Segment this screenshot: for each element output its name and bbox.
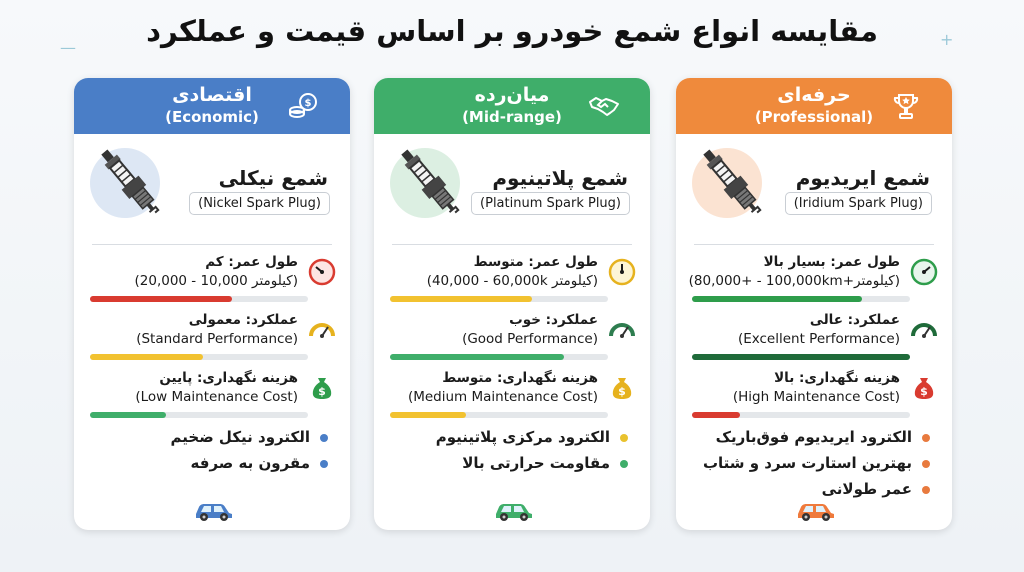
metric-bar-fill (390, 296, 532, 302)
metric-bar-fill (692, 412, 740, 418)
metric-label-en: (Standard Performance) (136, 331, 298, 347)
money-bag-icon (910, 374, 938, 402)
metric-bar-fill (692, 354, 910, 360)
speedometer-icon (910, 316, 938, 344)
metric-bar-fill (390, 354, 564, 360)
yellow-gauge-icon (608, 258, 636, 286)
speedometer-icon (308, 316, 336, 344)
card-title-en: (Mid-range) (462, 108, 562, 126)
metric-row (388, 312, 636, 364)
bullet-dot (320, 460, 328, 468)
metric-label-en: (40,000 - 60,000k کیلومتر) (426, 273, 598, 289)
metric-label-en: (High Maintenance Cost) (732, 389, 900, 405)
metric-label-en: (Medium Maintenance Cost) (407, 389, 598, 405)
metric-row (690, 312, 938, 364)
metric-row (88, 370, 336, 422)
money-bag-icon (608, 374, 636, 402)
decorative-dash: — (60, 38, 76, 57)
bullet-dot (320, 434, 328, 442)
bullet-dot (620, 434, 628, 442)
metric-bar-track (390, 296, 608, 302)
svg-text:$: $ (304, 98, 312, 109)
feature-item: الکترود مرکزی پلاتینیوم (435, 428, 610, 446)
car-icon (492, 498, 536, 522)
metric-row (88, 312, 336, 364)
metric-row (388, 254, 636, 306)
card-header (374, 78, 650, 134)
speedometer-icon (608, 316, 636, 344)
metric-label-en: (Excellent Performance) (737, 331, 900, 347)
metric-label-fa: هزینه نگهداری: متوسط (442, 370, 598, 386)
metric-label-fa: عملکرد: خوب (509, 312, 598, 328)
metric-label-en: (Good Performance) (462, 331, 598, 347)
red-gauge-icon (308, 258, 336, 286)
card-header (676, 78, 952, 134)
metric-label-fa: هزینه نگهداری: پایین (159, 370, 298, 386)
svg-text:$: $ (318, 385, 326, 398)
metric-row (88, 254, 336, 306)
feature-item: الکترود ایریدیوم فوق‌باریک (715, 428, 912, 446)
plug-name-en: (Iridium Spark Plug) (785, 192, 932, 215)
svg-text:$: $ (920, 385, 928, 398)
metric-bar-track (90, 296, 308, 302)
feature-item: مقاومت حرارتی بالا (462, 454, 610, 472)
card-title-fa: اقتصادی (172, 84, 252, 106)
card-title-fa: حرفه‌ای (777, 84, 851, 106)
card-title-en: (Professional) (754, 108, 874, 126)
divider (92, 244, 332, 245)
metric-bar-track (692, 412, 910, 418)
trophy-icon (890, 90, 922, 122)
bullet-dot (922, 486, 930, 494)
card-title-en: (Economic) (165, 108, 259, 126)
car-icon (794, 498, 838, 522)
card-header (74, 78, 350, 134)
divider (392, 244, 632, 245)
metric-label-fa: هزینه نگهداری: بالا (774, 370, 900, 386)
green-gauge-icon (910, 258, 938, 286)
divider (694, 244, 934, 245)
metric-label-fa: عملکرد: عالی (809, 312, 900, 328)
metric-label-fa: طول عمر: کم (205, 254, 298, 270)
metric-bar-fill (390, 412, 466, 418)
metric-bar-track (390, 412, 608, 418)
metric-label-fa: طول عمر: متوسط (473, 254, 598, 270)
feature-item: عمر طولانی (821, 480, 912, 498)
bullet-dot (922, 434, 930, 442)
metric-label-en: (Low Maintenance Cost) (135, 389, 298, 405)
spark-plug-icon (692, 142, 776, 228)
bullet-dot (620, 460, 628, 468)
money-bag-icon (308, 374, 336, 402)
plug-name-fa: شمع نیکلی (218, 166, 328, 190)
feature-item: الکترود نیکل ضخیم (170, 428, 310, 446)
plug-name-fa: شمع ایریدیوم (795, 166, 930, 190)
metric-bar-fill (90, 412, 166, 418)
plug-name-en: (Nickel Spark Plug) (189, 192, 330, 215)
metric-bar-track (90, 412, 308, 418)
metric-row (690, 370, 938, 422)
metric-bar-fill (90, 296, 232, 302)
svg-text:$: $ (618, 385, 626, 398)
metric-label-fa: عملکرد: معمولی (188, 312, 298, 328)
card-economic (74, 78, 350, 530)
decorative-plus: + (940, 30, 954, 49)
spark-plug-icon (390, 142, 474, 228)
metric-label-en: (80,000+ - 100,000km+کیلومتر) (688, 273, 900, 289)
plug-name-fa: شمع پلاتینیوم (492, 166, 628, 190)
metric-bar-track (692, 354, 910, 360)
metric-bar-track (390, 354, 608, 360)
spark-plug-icon (90, 142, 174, 228)
plug-name-en: (Platinum Spark Plug) (471, 192, 630, 215)
page-title: مقایسه انواع شمع خودرو بر اساس قیمت و عملکرد (146, 14, 878, 48)
bullet-dot (922, 460, 930, 468)
metric-bar-fill (90, 354, 203, 360)
metric-bar-track (692, 296, 910, 302)
metric-bar-track (90, 354, 308, 360)
metric-label-fa: طول عمر: بسیار بالا (763, 254, 900, 270)
card-mid-range (374, 78, 650, 530)
metric-bar-fill (692, 296, 862, 302)
metric-row (690, 254, 938, 306)
metric-row (388, 370, 636, 422)
handshake-icon (588, 90, 620, 122)
card-title-fa: میان‌رده (474, 84, 550, 106)
coins-icon (288, 90, 320, 122)
feature-item: مقرون به صرفه (190, 454, 310, 472)
card-professional (676, 78, 952, 530)
metric-label-en: (20,000 - 10,000 کیلومتر) (134, 273, 298, 289)
feature-item: بهترین استارت سرد و شتاب (702, 454, 912, 472)
car-icon (192, 498, 236, 522)
